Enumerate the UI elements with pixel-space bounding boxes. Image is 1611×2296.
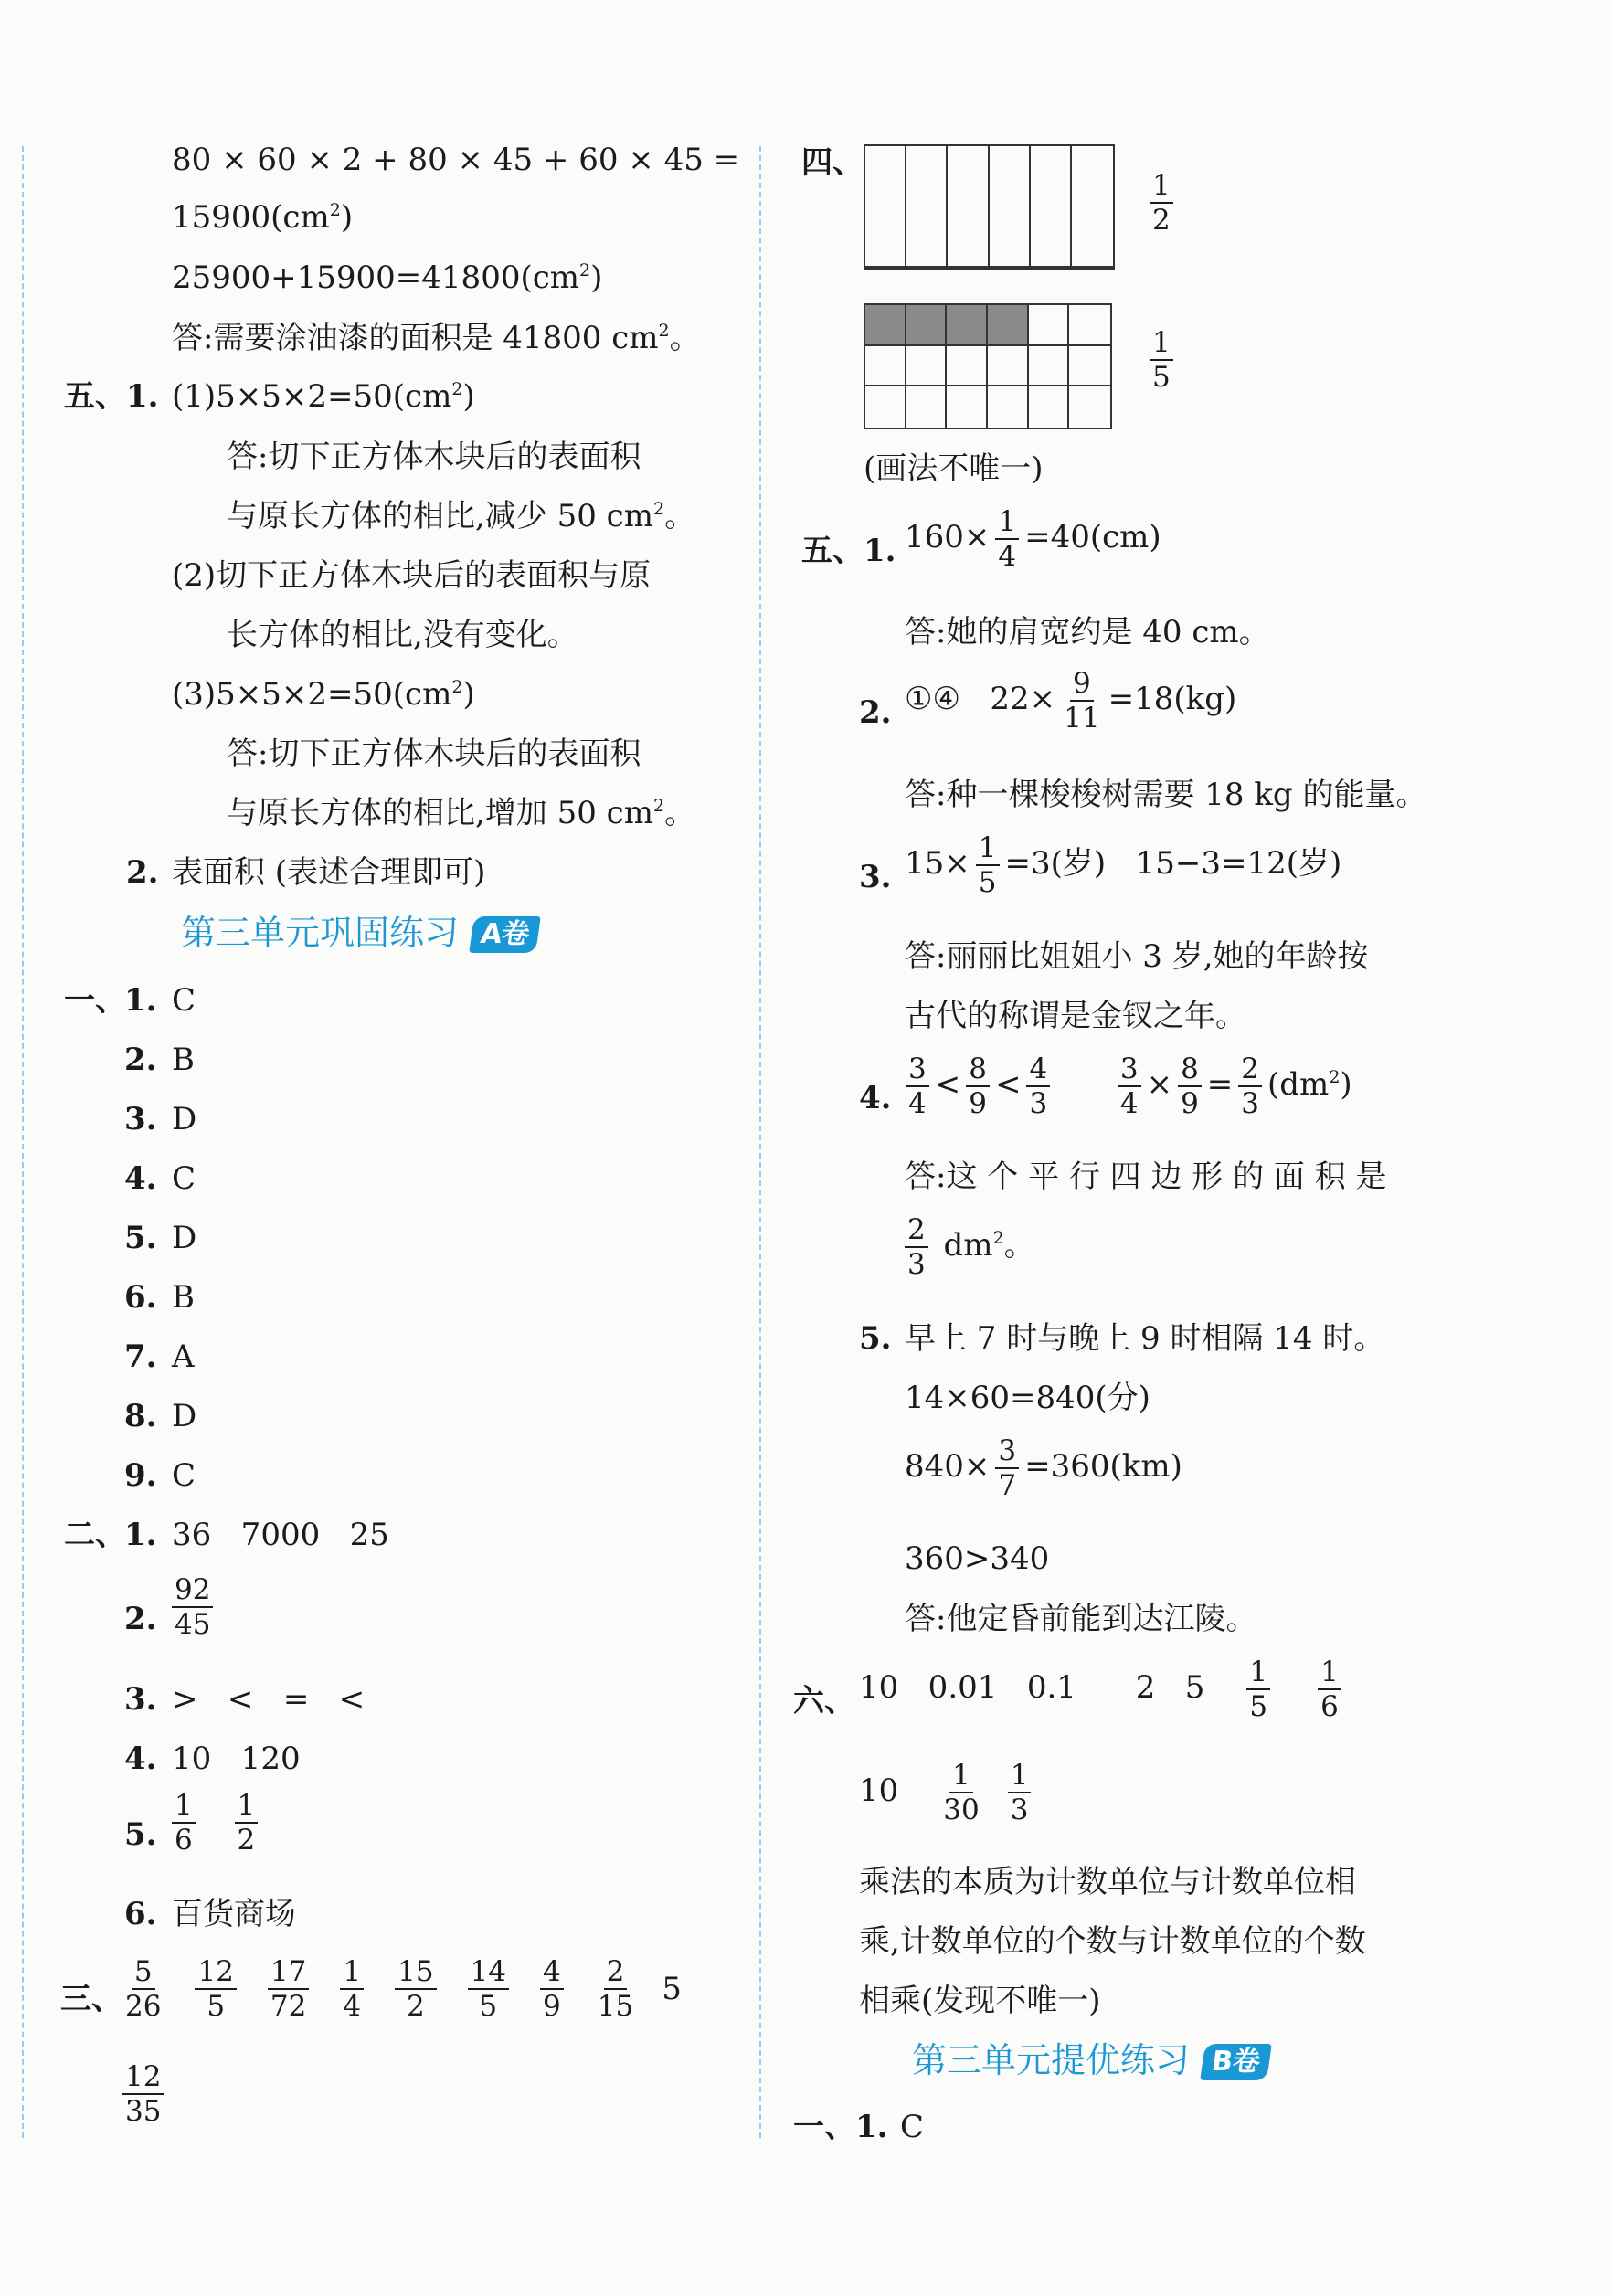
grid-cell — [1069, 346, 1110, 387]
r5-q3-answer-2: 古代的称谓是金钗之年。 — [905, 998, 1246, 1034]
fraction: $\frac{5}{26}$ — [125, 1955, 162, 2023]
s5-line-1: $(1)5\times 5\times 2=50(cm^2)$ — [172, 378, 475, 415]
r5-q5-line-1: 早上 7 时与晚上 9 时相隔 14 时。 — [905, 1320, 1385, 1357]
fraction: $\frac{17}{72}$ — [268, 1955, 309, 2023]
p2-q3-number: 3. — [124, 1681, 157, 1718]
grid1-fraction: $\frac{1}{2}$ — [1144, 169, 1179, 237]
r5-q1-answer: 答:她的肩宽约是 40 cm。 — [905, 614, 1270, 651]
p2-q3-answer: > < = < — [172, 1681, 366, 1718]
answer-line-4: 答:需要涂油漆的面积是 41800 $cm^2$。 — [172, 320, 701, 356]
r5-q2-calc: ①④ 22× $\frac{9}{11}$ =18(kg) — [905, 667, 1237, 735]
p2-q1-number: 1. — [124, 1517, 157, 1553]
r5-q4-answer-1: 答:这 个 平 行 四 边 形 的 面 积 是 — [905, 1159, 1387, 1195]
s6-line-1: 10 0.01 0.1 2 5 $\frac{1}{5}$ $\frac{1}{6}$ — [859, 1656, 1347, 1723]
item-answer: B — [172, 1279, 195, 1316]
s5-line-8: 与原长方体的相比,增加 50 $cm^2$。 — [227, 795, 696, 831]
grid-cell-shaded — [947, 305, 988, 346]
grid-cell — [1072, 146, 1113, 268]
item-number: 9. — [124, 1457, 157, 1494]
r5-q3-number: 3. — [859, 859, 892, 895]
grid-cell-shaded — [988, 305, 1029, 346]
r5-q5-line-2: 14×60=840(分) — [905, 1380, 1150, 1416]
grid-cell — [865, 146, 906, 268]
s5-line-2: 答:切下正方体木块后的表面积 — [227, 439, 641, 475]
grid-cell — [1029, 305, 1070, 346]
partB-label: 一、1. — [793, 2109, 888, 2145]
s5-line-6: $(3)5\times 5\times 2=50(cm^2)$ — [172, 676, 475, 713]
list-item — [124, 1457, 196, 1517]
grid-cell — [948, 146, 989, 268]
p2-q5-answer: $\frac{1}{6}$ $\frac{1}{2}$ — [166, 1789, 263, 1857]
grid-cell — [990, 146, 1031, 268]
s5-line-5: 长方体的相比,没有变化。 — [227, 617, 578, 653]
whole-number: 5 — [662, 1971, 682, 2007]
r5-q3-calc: 15× $\frac{1}{5}$ =3(岁) 15−3=12(岁) — [905, 831, 1342, 899]
r5-q5-answer: 答:他定昏前能到达江陵。 — [905, 1601, 1257, 1637]
s5-line-3: 与原长方体的相比,减少 50 $cm^2$。 — [227, 498, 696, 534]
part3-label: 三、 — [60, 1981, 122, 2017]
p2-q4-answer: 10 120 — [172, 1741, 301, 1777]
partB-answer: C — [900, 2109, 925, 2145]
list-item — [124, 1042, 196, 1101]
s6-line-2: 10 $\frac{1}{30}$ $\frac{1}{3}$ — [859, 1759, 1036, 1826]
item-number: 4. — [124, 1160, 157, 1197]
p2-q1-answer: 36 7000 25 — [172, 1517, 389, 1553]
grid-cell — [1029, 386, 1070, 428]
grid-cell — [906, 146, 948, 268]
r5-q4-calc: $\frac{3}{4}$ < $\frac{8}{9}$ < $\frac{4}{3}$ $\frac{3}{4}$ × $\frac{8}{9}$ = $\frac{2}{3}$ $(dm^2)$ — [900, 1053, 1352, 1120]
grid2-fraction: $\frac{1}{5}$ — [1144, 326, 1179, 394]
r5-q2-number: 2. — [859, 694, 892, 731]
unit-3-b-title: 第三单元提优练习 B卷 — [912, 2039, 1269, 2081]
p2-q5-number: 5. — [124, 1816, 157, 1853]
list-item — [124, 1338, 196, 1398]
list-item — [124, 1279, 196, 1338]
left-margin-divider — [22, 146, 24, 2138]
grid-cell — [1029, 346, 1070, 387]
s6-conclusion-1: 乘法的本质为计数单位与计数单位相 — [859, 1864, 1356, 1900]
r5-q4-number: 4. — [859, 1080, 892, 1116]
item-number: 3. — [124, 1101, 157, 1137]
grid-cell — [1069, 305, 1110, 346]
r5-q2-answer: 答:种一棵梭梭树需要 18 kg 的能量。 — [905, 777, 1427, 813]
item-answer: C — [172, 1457, 196, 1494]
part1-answer-list — [124, 982, 196, 1517]
grid-cell — [947, 346, 988, 387]
item-number: 6. — [124, 1279, 157, 1316]
s6-conclusion-3: 相乘(发现不唯一) — [859, 1983, 1101, 2019]
item-answer: C — [172, 982, 196, 1019]
column-divider — [759, 146, 761, 2138]
section-5-right-label: 五、1. — [801, 533, 896, 569]
calc-line-2: $15900(cm^2)$ — [172, 199, 354, 236]
grid-cell — [906, 346, 948, 387]
grid-cell — [988, 386, 1029, 428]
item-answer: C — [172, 1160, 196, 1197]
grid-cell-shaded — [865, 305, 906, 346]
list-item — [124, 1398, 196, 1457]
list-item — [124, 1101, 196, 1160]
part3-last: $\frac{12}{35}$ — [117, 2060, 169, 2128]
grid-cell-shaded — [906, 305, 948, 346]
item-number: 8. — [124, 1398, 157, 1434]
grid-one-fifth — [864, 303, 1112, 429]
fraction: $\frac{14}{5}$ — [468, 1955, 509, 2023]
s6-conclusion-2: 乘,计数单位的个数与计数单位的个数 — [859, 1923, 1366, 1960]
drawing-note: (画法不唯一) — [864, 450, 1044, 487]
unit-3-a-title: 第三单元巩固练习 A卷 — [181, 912, 538, 954]
grid-cell — [1031, 146, 1072, 268]
s5-line-4: (2)切下正方体木块后的表面积与原 — [172, 557, 652, 594]
fraction: $\frac{12}{5}$ — [195, 1955, 236, 2023]
item-number: 1. — [124, 982, 157, 1019]
calc-line-1: 80 × 60 × 2 + 80 × 45 + 60 × 45 = — [172, 142, 740, 178]
item-number: 2. — [124, 1042, 157, 1078]
item-answer: A — [172, 1338, 195, 1375]
r5-q1-calc: 160× $\frac{1}{4}$ =40(cm) — [905, 505, 1161, 573]
section-5-label: 五、1. — [64, 378, 159, 415]
item-answer: D — [172, 1398, 197, 1434]
r5-q5-line-4: 360>340 — [905, 1540, 1050, 1577]
grid-cell — [1069, 386, 1110, 428]
s5-line-7: 答:切下正方体木块后的表面积 — [227, 735, 641, 772]
grid-cell — [865, 386, 906, 428]
fraction: $\frac{4}{9}$ — [540, 1955, 564, 2023]
part1-label: 一、 — [64, 982, 126, 1019]
grid-one-half — [864, 144, 1115, 270]
section-6-label: 六、 — [793, 1683, 855, 1719]
item-answer: D — [172, 1101, 197, 1137]
p2-q6-number: 6. — [124, 1896, 157, 1932]
r5-q5-number: 5. — [859, 1320, 892, 1357]
part3-fractions — [117, 1955, 682, 2023]
r5-q3-answer-1: 答:丽丽比姐姐小 3 岁,她的年龄按 — [905, 938, 1369, 975]
calc-line-3: $25900+15900=41800(cm^2)$ — [172, 259, 603, 296]
fraction: $\frac{15}{2}$ — [395, 1955, 436, 2023]
s5-q2-number: 2. — [126, 854, 159, 891]
item-answer: D — [172, 1220, 197, 1256]
p2-q4-number: 4. — [124, 1741, 157, 1777]
grid-cell — [947, 386, 988, 428]
r5-q5-line-3: 840× $\frac{3}{7}$ =360(km) — [905, 1434, 1182, 1502]
fraction: $\frac{2}{15}$ — [597, 1955, 634, 2023]
p2-q2-answer: $\frac{92}{45}$ — [166, 1573, 218, 1641]
grid-cell — [906, 386, 948, 428]
b-badge: B卷 — [1200, 2044, 1271, 2080]
s5-q2-answer: 表面积 (表述合理即可) — [172, 854, 486, 891]
fraction: $\frac{1}{4}$ — [340, 1955, 364, 2023]
p2-q2-number: 2. — [124, 1601, 157, 1637]
item-number: 7. — [124, 1338, 157, 1375]
section-4-label: 四、 — [801, 144, 864, 181]
list-item — [124, 982, 196, 1042]
item-answer: B — [172, 1042, 195, 1078]
a-badge: A卷 — [469, 916, 541, 953]
r5-q4-answer-2: $\frac{2}{3}$ $dm^2$。 — [899, 1213, 1035, 1281]
part2-label: 二、 — [64, 1517, 126, 1553]
grid-cell — [865, 346, 906, 387]
p2-q6-answer: 百货商场 — [172, 1896, 296, 1932]
grid-cell — [988, 346, 1029, 387]
item-number: 5. — [124, 1220, 157, 1256]
list-item — [124, 1160, 196, 1220]
list-item — [124, 1220, 196, 1279]
